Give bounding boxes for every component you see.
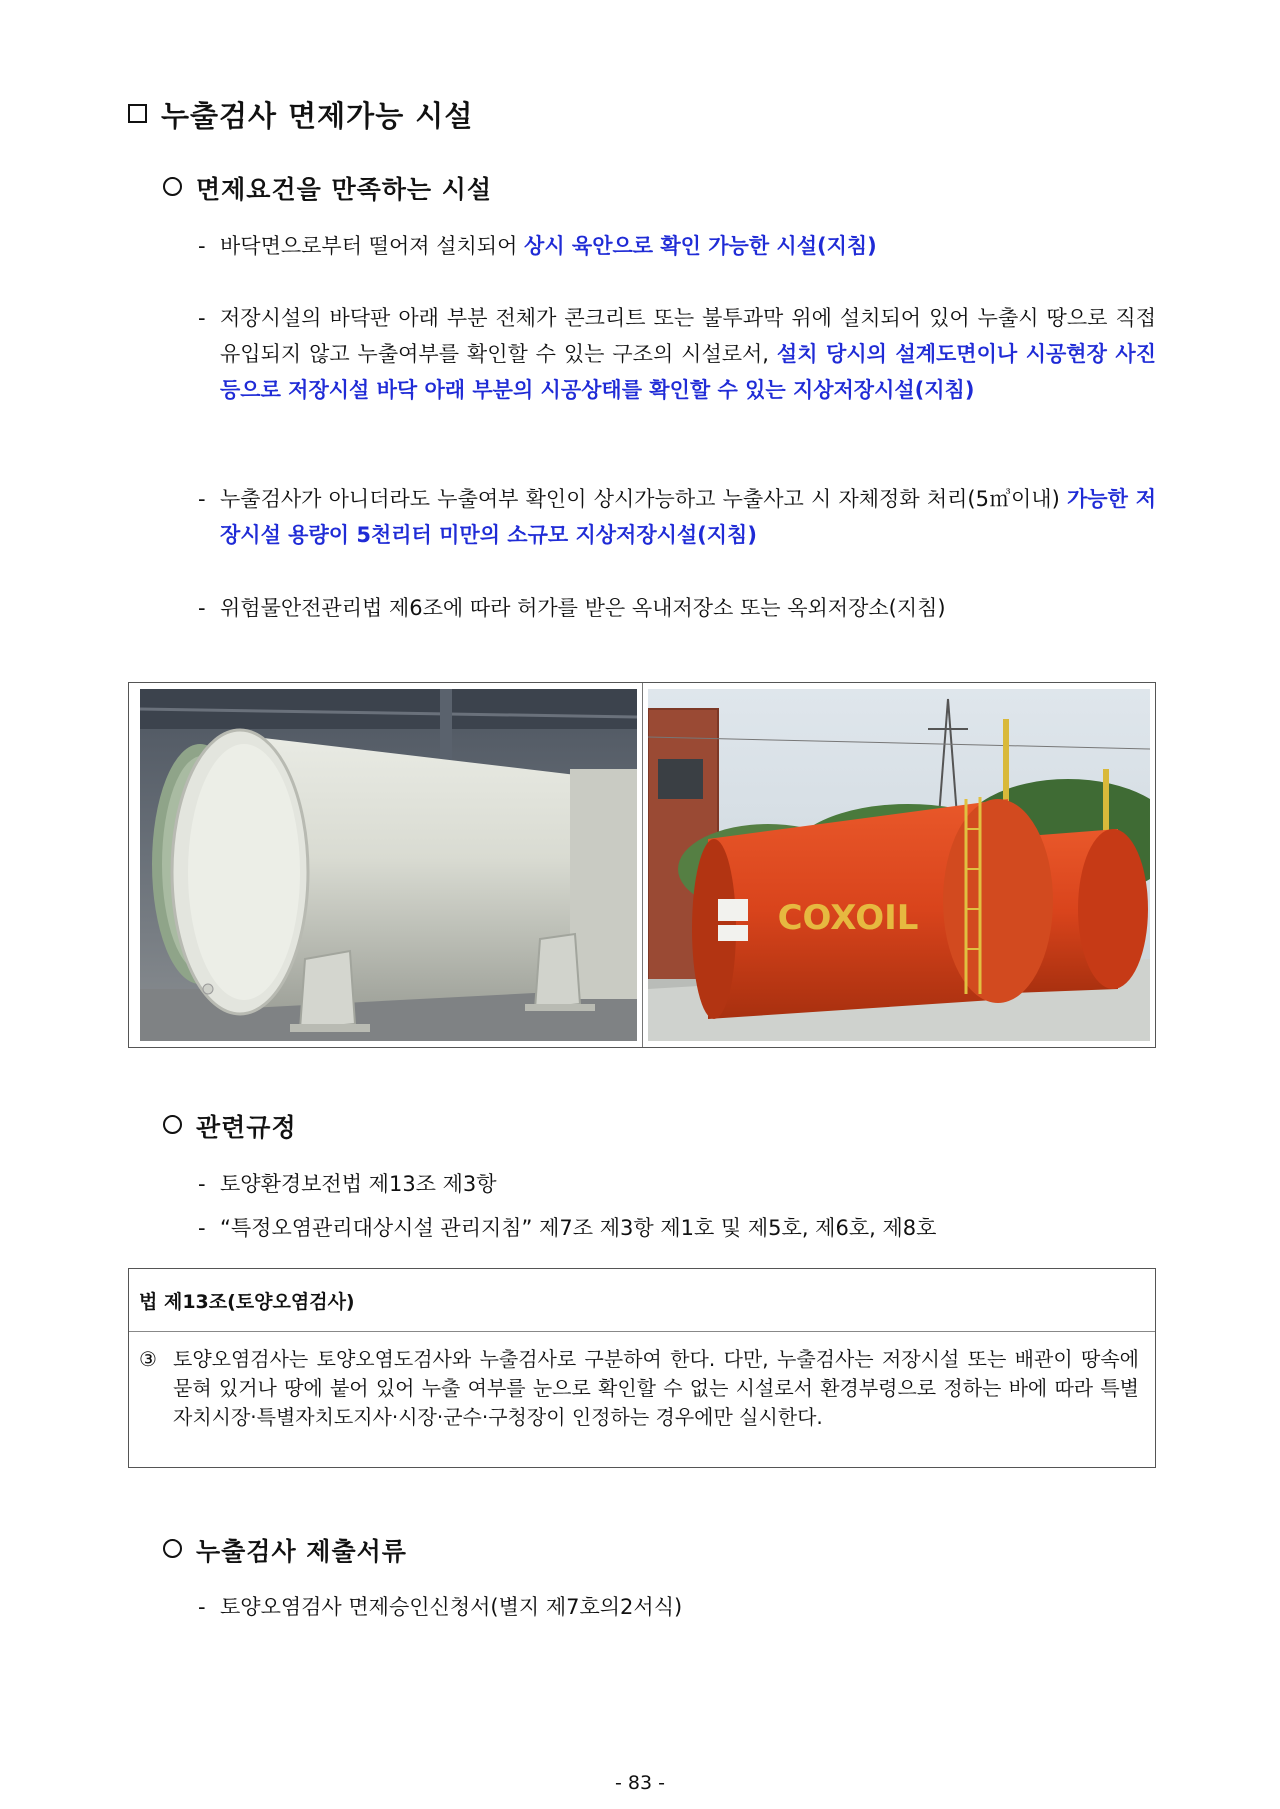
red-tank-illustration — [648, 689, 1150, 1041]
item-text: 누출검사가 아니더라도 누출여부 확인이 상시가능하고 누출사고 시 자체정화 처리(5㎥이내) — [220, 487, 1067, 511]
dash-bullet: - — [198, 596, 206, 620]
list-item — [198, 1210, 1156, 1246]
subsection-heading-documents — [163, 1532, 407, 1568]
law-text: 토양오염검사는 토양오염도검사와 누출검사로 구분하여 한다. 다만, 누출검사는 저장시설 또는 배관이 땅속에 묻혀 있거나 땅에 붙어 있어 누출 여부를 눈으로 확인할 수 없는 시설로서 환경부령으로 정하는 바에 따라 특별자치시장·특별자치도지사·시장·군수·구청장이 인정하는 경우에만 실시한다. — [173, 1347, 1139, 1429]
white-tank-illustration — [140, 689, 637, 1041]
subsection-title: 누출검사 제출서류 — [196, 1537, 407, 1566]
photo-divider — [642, 683, 643, 1047]
section-title: 누출검사 면제가능 시설 — [161, 99, 474, 133]
law-excerpt-box — [128, 1268, 1156, 1468]
dash-bullet: - — [198, 1172, 206, 1196]
list-item — [198, 300, 1156, 408]
dash-bullet: - — [198, 234, 206, 258]
photo-white-tank — [140, 689, 637, 1041]
subsection-heading-exemption — [163, 170, 492, 206]
list-item — [198, 1166, 1156, 1202]
list-item — [198, 228, 1156, 264]
photo-panel — [128, 682, 1156, 1048]
law-divider — [129, 1331, 1155, 1332]
subsection-heading-regulations — [163, 1108, 297, 1144]
list-item — [198, 481, 1156, 553]
item-text: 저장시설의 바닥판 아래 부분 전체가 콘크리트 또는 불투과막 위에 설치되어 있어 누출시 땅으로 직접 유입되지 않고 누출여부를 확인할 수 있는 구조의 시설로서, — [220, 306, 1156, 366]
item-highlight: 가능한 저장시설 용량이 5천리터 미만의 소규모 지상저장시설(지침) — [220, 487, 1156, 547]
dash-bullet: - — [198, 1216, 206, 1240]
circle-bullet-icon — [163, 1115, 182, 1134]
dash-bullet: - — [198, 487, 206, 511]
circle-bullet-icon — [163, 1539, 182, 1558]
page-number: - 83 - — [615, 1772, 665, 1794]
dash-bullet: - — [198, 1595, 206, 1619]
checkbox-square-icon — [128, 104, 147, 123]
list-item — [198, 1589, 1156, 1625]
item-text: 토양오염검사 면제승인신청서(별지 제7호의2서식) — [220, 1595, 683, 1619]
item-highlight: 상시 육안으로 확인 가능한 시설(지침) — [524, 234, 877, 258]
dash-bullet: - — [198, 306, 206, 330]
subsection-title: 면제요건을 만족하는 시설 — [196, 175, 493, 204]
item-highlight: 설치 당시의 설계도면이나 시공현장 사진 등으로 저장시설 바닥 아래 부분의 시공상태를 확인할 수 있는 지상저장시설(지침) — [220, 342, 1156, 402]
photo-red-tanks — [648, 689, 1150, 1041]
paragraph-number: ③ — [139, 1347, 157, 1371]
law-title: 법 제13조(토양오염검사) — [139, 1291, 355, 1313]
section-heading — [128, 94, 473, 135]
law-paragraph — [139, 1345, 1139, 1432]
item-text: “특정오염관리대상시설 관리지침” 제7조 제3항 제1호 및 제5호, 제6호, 제8호 — [220, 1216, 937, 1240]
item-text: 바닥면으로부터 떨어져 설치되어 — [220, 234, 525, 258]
tank-label: COXOIL — [777, 898, 919, 938]
circle-bullet-icon — [163, 177, 182, 196]
item-text: 위험물안전관리법 제6조에 따라 허가를 받은 옥내저장소 또는 옥외저장소(지침) — [220, 596, 946, 620]
subsection-title: 관련규정 — [196, 1113, 297, 1142]
list-item — [198, 590, 1156, 626]
item-text: 토양환경보전법 제13조 제3항 — [220, 1172, 497, 1196]
